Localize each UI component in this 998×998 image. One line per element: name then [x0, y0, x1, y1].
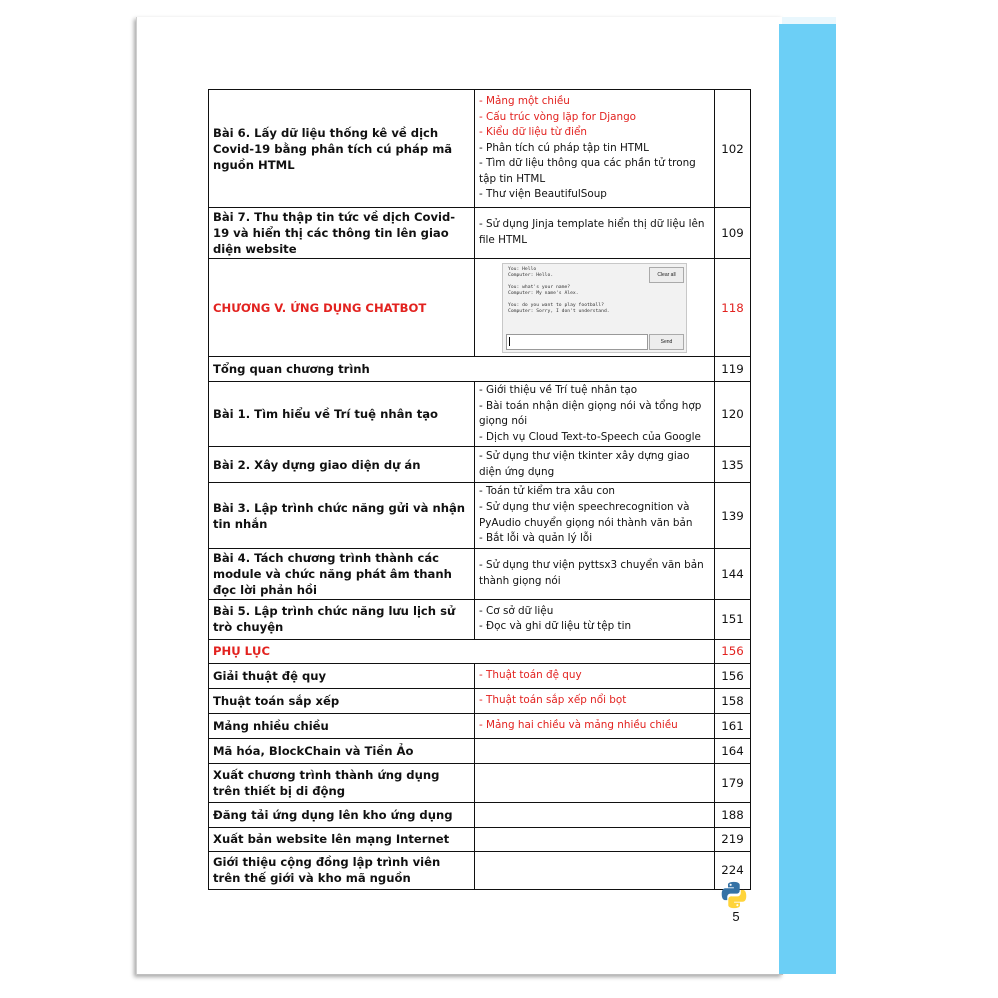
toc-subtopic: - Dịch vụ Cloud Text-to-Speech của Google [479, 430, 701, 443]
toc-title: Tổng quan chương trình [209, 357, 715, 382]
toc-subtopic: - Thuật toán sắp xếp nổi bọt [479, 693, 627, 706]
chat-line: Computer: My name's Alex. [508, 290, 579, 296]
toc-subtopic: - Sử dụng thư viện pyttsx3 chuyển văn bản [479, 559, 704, 572]
toc-subtopic: - Mảng một chiều [479, 94, 570, 107]
toc-row [209, 827, 751, 851]
toc-title: Mảng nhiều chiều [209, 713, 475, 738]
toc-title: Giải thuật đệ quy [209, 663, 475, 688]
toc-subtopic: - Giới thiệu về Trí tuệ nhân tạo [479, 384, 638, 396]
toc-page-number: 156 [715, 639, 751, 663]
toc-title: Bài 7. Thu thập tin tức về dịch Covid-19 và hiển thị các thông tin lên giao diện website [209, 208, 475, 259]
toc-subtopic: - Thuật toán đệ quy [479, 668, 582, 681]
toc-subtopic: giọng nói [479, 415, 528, 428]
toc-row [209, 357, 751, 382]
side-band [779, 24, 836, 974]
toc-subtopics [475, 382, 715, 447]
toc-page-number: 118 [715, 259, 751, 357]
toc-subtopics [475, 208, 715, 259]
toc-row [209, 447, 751, 483]
toc-title: Mã hóa, BlockChain và Tiền Ảo [209, 738, 475, 763]
toc-subtopic: - Kiểu dữ liệu từ điển [479, 126, 587, 139]
toc-page-number: 158 [715, 688, 751, 713]
toc-subtopic: PyAudio chuyển giọng nói thành văn bản [479, 516, 693, 529]
toc-page-number: 135 [715, 447, 751, 483]
toc-title: Bài 2. Xây dựng giao diện dự án [209, 447, 475, 483]
toc-title: Thuật toán sắp xếp [209, 688, 475, 713]
toc-page-number: 161 [715, 713, 751, 738]
toc-title: Bài 5. Lập trình chức năng lưu lịch sử trò chuyện [209, 599, 475, 639]
chat-line: Computer: Hello. [508, 272, 554, 278]
toc-page-number: 139 [715, 483, 751, 548]
chat-line: You: do you want to play football? [508, 302, 604, 308]
chatbot-screenshot [502, 263, 687, 353]
toc-subtopic: - Đọc và ghi dữ liệu từ tệp tin [479, 620, 632, 633]
toc-row [209, 599, 751, 639]
toc-subtopic: tập tin HTML [479, 172, 546, 185]
toc-title: CHƯƠNG V. ỨNG DỤNG CHATBOT [209, 259, 475, 357]
toc-row [209, 483, 751, 548]
toc-subtopic: - Bắt lỗi và quản lý lỗi [479, 532, 593, 545]
toc-row [209, 90, 751, 208]
toc-subtopics [475, 763, 715, 802]
toc-title: Bài 3. Lập trình chức năng gửi và nhận tin nhắn [209, 483, 475, 548]
toc-title: Xuất bản website lên mạng Internet [209, 827, 475, 851]
toc-row [209, 208, 751, 259]
toc-row [209, 802, 751, 827]
python-logo-icon [718, 880, 750, 910]
toc-title: PHỤ LỤC [209, 639, 715, 663]
toc-subtopic: - Thư viện BeautifulSoup [479, 188, 607, 201]
toc-row [209, 763, 751, 802]
toc-page-number: 188 [715, 802, 751, 827]
toc-page-number: 102 [715, 90, 751, 208]
toc-subtopic: - Mảng hai chiều và mảng nhiều chiều [479, 718, 678, 731]
chat-line: You: what's your name? [508, 284, 571, 290]
toc-row [209, 382, 751, 447]
toc-subtopics [475, 827, 715, 851]
toc-row [209, 548, 751, 599]
toc-page-number: 219 [715, 827, 751, 851]
toc-page-number: 156 [715, 663, 751, 688]
toc-page-number: 119 [715, 357, 751, 382]
toc-subtopics [475, 688, 715, 713]
toc-title: Bài 6. Lấy dữ liệu thống kê về dịch Covid-19 bằng phân tích cú pháp mã nguồn HTML [209, 90, 475, 208]
toc-subtopic: - Phân tích cú pháp tập tin HTML [479, 141, 649, 154]
toc-subtopic: - Bài toán nhận diện giọng nói và tổng hợp [479, 399, 702, 412]
toc-subtopics [475, 663, 715, 688]
toc-title: Bài 1. Tìm hiểu về Trí tuệ nhân tạo [209, 382, 475, 447]
toc-page-number: 151 [715, 599, 751, 639]
toc-page-number: 120 [715, 382, 751, 447]
toc-row [209, 738, 751, 763]
toc-title: Đăng tải ứng dụng lên kho ứng dụng [209, 802, 475, 827]
toc-subtopics [475, 483, 715, 548]
toc-row [209, 713, 751, 738]
toc-row [209, 851, 751, 889]
toc-subtopics [475, 738, 715, 763]
chat-log [508, 267, 644, 327]
toc-page-number: 144 [715, 548, 751, 599]
toc-subtopic: - Cấu trúc vòng lặp for Django [479, 110, 637, 123]
toc-subtopics [475, 447, 715, 483]
toc-subtopics [475, 548, 715, 599]
toc-title: Bài 4. Tách chương trình thành các module và chức năng phát âm thanh đọc lời phản hồi [209, 548, 475, 599]
toc-subtopic: diện ứng dụng [479, 465, 555, 478]
toc-subtopic: - Toán tử kiểm tra xâu con [479, 485, 616, 498]
toc-row [209, 259, 751, 357]
toc-subtopic: thành giọng nói [479, 574, 561, 587]
text-cursor [509, 337, 510, 346]
toc-title: Giới thiệu cộng đồng lập trình viên trên thế giới và kho mã nguồn [209, 851, 475, 889]
toc-row [209, 663, 751, 688]
toc-subtopics [475, 802, 715, 827]
toc-subtopics [475, 599, 715, 639]
toc-subtopics [475, 713, 715, 738]
toc-subtopic: - Sử dụng thư viện tkinter xây dựng giao [479, 450, 690, 463]
clear-all-button[interactable]: Clear all [649, 267, 684, 283]
page-number: 5 [732, 909, 740, 924]
send-button[interactable]: Send [649, 334, 684, 350]
toc-chatbot-cell [475, 259, 715, 357]
toc-subtopics [475, 851, 715, 889]
chat-line: You: Hello [508, 266, 537, 272]
toc-page-number: 164 [715, 738, 751, 763]
toc-row [209, 639, 751, 663]
chat-line: Computer: Sorry, I don't understand. [508, 308, 610, 314]
toc-title: Xuất chương trình thành ứng dụng trên thiết bị di động [209, 763, 475, 802]
toc-row [209, 688, 751, 713]
chat-input[interactable] [506, 334, 648, 350]
toc-page-number: 179 [715, 763, 751, 802]
toc-subtopic: - Sử dụng Jinja template hiển thị dữ liệu lên [479, 218, 705, 231]
toc-subtopic: - Sử dụng thư viện speechrecognition và [479, 500, 690, 513]
toc-page-number: 224 [715, 851, 751, 889]
toc-subtopic: file HTML [479, 234, 528, 246]
toc-subtopic: - Tìm dữ liệu thông qua các phần tử trong [479, 157, 696, 170]
toc-subtopic: - Cơ sở dữ liệu [479, 604, 554, 617]
toc-subtopics [475, 90, 715, 208]
toc-page-number: 109 [715, 208, 751, 259]
table-of-contents [208, 89, 751, 890]
